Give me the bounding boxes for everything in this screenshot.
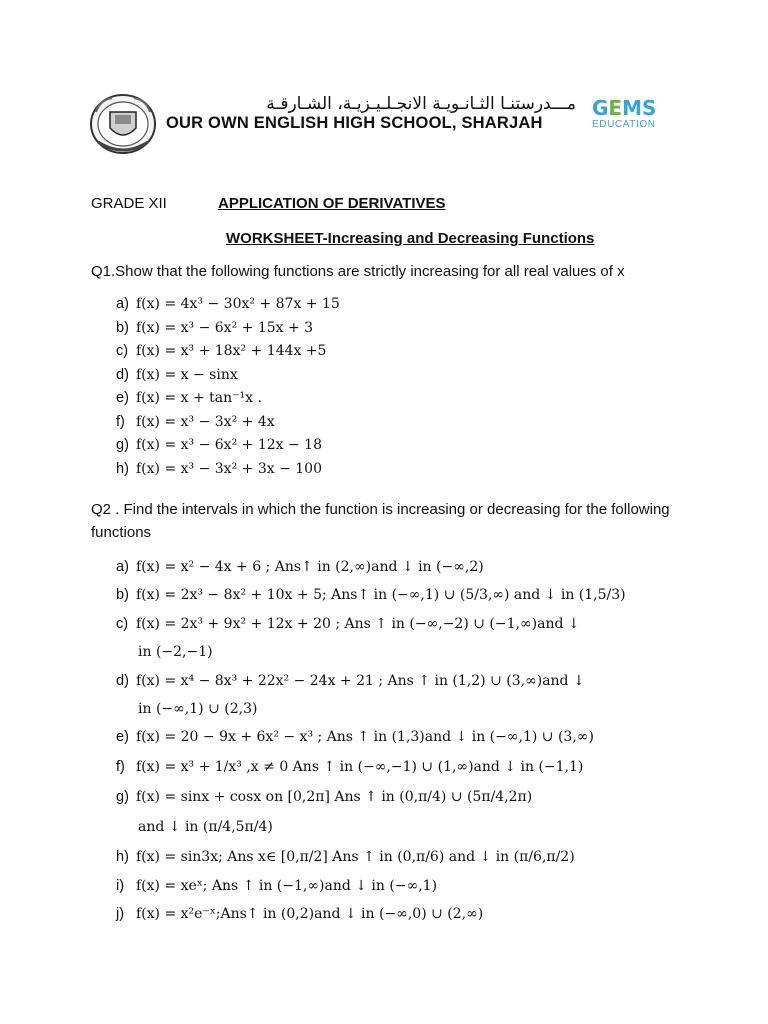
question-item xyxy=(116,752,626,782)
item-label: h) xyxy=(116,460,129,477)
question-item xyxy=(116,340,340,364)
question-item xyxy=(116,458,340,482)
item-expression: f(x) = x + tan⁻¹x . xyxy=(136,390,262,406)
item-expression: f(x) = x²e⁻ˣ;Ans↑ in (0,2)and ↓ in (−∞,0) ∪ (2,∞) xyxy=(136,906,484,923)
school-name: OUR OWN ENGLISH HIGH SCHOOL, SHARJAH xyxy=(166,114,543,132)
item-expression: f(x) = x² − 4x + 6 ; Ans↑ in (2,∞)and ↓ in (−∞,2) xyxy=(136,559,484,575)
item-label: d) xyxy=(116,672,129,689)
question-item xyxy=(116,293,340,317)
item-continuation: in (−∞,1) ∪ (2,3) xyxy=(138,701,258,718)
item-expression: f(x) = x³ − 6x² + 12x − 18 xyxy=(136,437,322,453)
question-item xyxy=(116,782,626,842)
item-label: i) xyxy=(116,877,125,894)
question-item xyxy=(116,872,626,900)
question-item xyxy=(116,610,626,667)
logo-letter: G xyxy=(592,96,609,120)
item-expression: f(x) = x³ + 1/x³ ,x ≠ 0 Ans ↑ in (−∞,−1) ∪ (1,∞)and ↓ in (−1,1) xyxy=(136,758,584,775)
item-label: g) xyxy=(116,788,129,805)
question-item xyxy=(116,723,626,751)
item-label: a) xyxy=(116,296,129,312)
question-item xyxy=(116,317,340,341)
item-expression: f(x) = 2x³ − 8x² + 10x + 5; Ans↑ in (−∞,1) ∪ (5/3,∞) and ↓ in (1,5/3) xyxy=(136,587,626,604)
item-label: d) xyxy=(116,366,129,383)
item-label: c) xyxy=(116,615,129,632)
item-continuation: in (−2,−1) xyxy=(138,644,213,661)
item-expression: f(x) = xeˣ; Ans ↑ in (−1,∞)and ↓ in (−∞,1) xyxy=(136,877,438,894)
item-expression: f(x) = 2x³ + 9x² + 12x + 20 ; Ans ↑ in (−∞,−2) ∪ (−1,∞)and ↓ xyxy=(136,615,580,632)
question-item xyxy=(116,900,626,928)
question-2-prompt: Q2 . Find the intervals in which the function is increasing or decreasing for the following functions xyxy=(91,501,670,541)
logo-letter: S xyxy=(642,96,657,120)
item-expression: f(x) = x³ − 3x² + 3x − 100 xyxy=(136,460,322,477)
school-name-arabic: مـــدرستنـا الثـانـويـة الانجـلـيـزيـة، الشـارقـة xyxy=(266,94,576,114)
item-label: e) xyxy=(116,729,129,746)
question-item xyxy=(116,842,626,872)
question-item xyxy=(116,434,340,458)
question-item xyxy=(116,667,626,724)
item-expression: f(x) = x⁴ − 8x³ + 22x² − 24x + 21 ; Ans ↑ in (1,2) ∪ (3,∞)and ↓ xyxy=(136,672,585,689)
item-label: f) xyxy=(116,413,125,430)
logo-letter: E xyxy=(608,96,623,120)
gems-education-logo xyxy=(592,98,656,130)
logo-letter: M xyxy=(622,96,642,120)
question-item xyxy=(116,387,340,411)
topic-title: APPLICATION OF DERIVATIVES xyxy=(218,195,446,212)
item-label: f) xyxy=(116,758,125,775)
question-item xyxy=(116,581,626,609)
question-item xyxy=(116,364,340,388)
worksheet-title: WORKSHEET-Increasing and Decreasing Functions xyxy=(226,230,595,247)
item-label: c) xyxy=(116,343,129,359)
question-2-list xyxy=(116,553,626,929)
item-expression: f(x) = sin3x; Ans x∈ [0,π/2] Ans ↑ in (0,π/6) and ↓ in (π/6,π/2) xyxy=(136,848,575,865)
logo-subtitle: EDUCATION xyxy=(592,119,656,130)
grade-label: GRADE XII xyxy=(91,195,167,212)
item-expression: f(x) = 20 − 9x + 6x² − x³ ; Ans ↑ in (1,3)and ↓ in (−∞,1) ∪ (3,∞) xyxy=(136,729,594,746)
item-label: e) xyxy=(116,390,129,406)
item-expression: f(x) = x³ + 18x² + 144x +5 xyxy=(136,343,327,359)
question-1-list xyxy=(116,293,340,481)
item-expression: f(x) = x − sinx xyxy=(136,366,238,383)
school-crest-icon xyxy=(88,92,158,156)
item-label: j) xyxy=(116,906,125,923)
item-expression: f(x) = x³ − 3x² + 4x xyxy=(136,413,275,430)
question-item xyxy=(116,553,626,581)
item-label: h) xyxy=(116,848,129,865)
item-expression: f(x) = sinx + cosx on [0,2π] Ans ↑ in (0,π/4) ∪ (5π/4,2π) xyxy=(136,788,533,805)
question-1-prompt: Q1.Show that the following functions are strictly increasing for all real values of x xyxy=(91,263,625,280)
item-label: g) xyxy=(116,437,129,453)
letterhead xyxy=(88,92,678,156)
item-label: b) xyxy=(116,587,129,604)
item-expression: f(x) = x³ − 6x² + 15x + 3 xyxy=(136,319,314,336)
item-label: b) xyxy=(116,319,129,336)
item-continuation: and ↓ in (π/4,5π/4) xyxy=(138,818,273,835)
item-label: a) xyxy=(116,559,129,575)
question-item xyxy=(116,411,340,435)
item-expression: f(x) = 4x³ − 30x² + 87x + 15 xyxy=(136,296,340,312)
